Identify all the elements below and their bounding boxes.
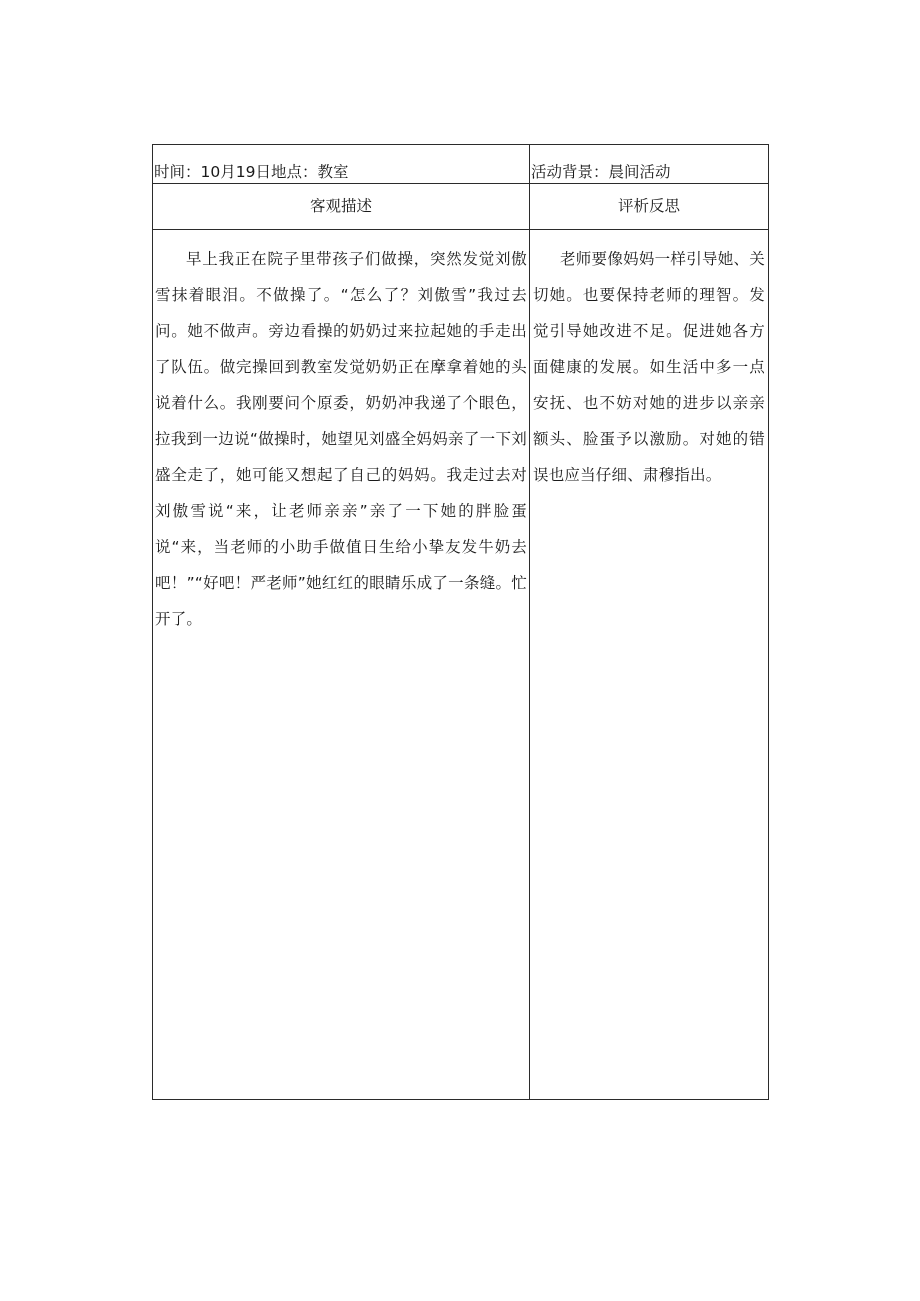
objective-description-text: 早上我正在院子里带孩子们做操，突然发觉刘傲雪抹着眼泪。不做操了。“怎么了？刘傲雪”我过去问。她不做声。旁边看操的奶奶过来拉起她的手走出了队伍。做完操回到教室发觉奶奶正在摩拿着她的头说着什么。我刚要问个原委，奶奶冲我递了个眼色，拉我到一边说“做操时，她望见刘盛全妈妈亲了一下刘盛全走了，她可能又想起了自己的妈妈。我走过去对刘傲雪说“来，让老师亲亲”亲了一下她的胖脸蛋说“来，当老师的小助手做值日生给小挚友发牛奶去吧！”“好吧！严老师”她红红的眼睛乐成了一条缝。忙开了。 xyxy=(155,250,527,628)
content-row xyxy=(153,230,769,1100)
objective-description-header-cell xyxy=(153,184,530,230)
activity-background-cell xyxy=(530,145,769,184)
activity-background-text: 活动背景：晨间活动 xyxy=(531,163,671,181)
evaluation-reflection-cell xyxy=(530,230,769,1100)
objective-description-cell xyxy=(153,230,530,1100)
evaluation-reflection-text: 老师要像妈妈一样引导她、关切她。也要保持老师的理智。发觉引导她改进不足。促进她各方面健康的发展。如生活中多一点安抚、也不妨对她的进步以亲亲额头、脸蛋予以激励。对她的错误也应当仔细、肃穆指出。 xyxy=(533,250,765,484)
evaluation-reflection-header: 评析反思 xyxy=(617,196,680,215)
time-location-cell xyxy=(153,145,530,184)
time-location-text: 时间：10月19日地点：教室 xyxy=(154,163,349,181)
objective-description-header: 客观描述 xyxy=(309,196,372,215)
evaluation-reflection-header-cell xyxy=(530,184,769,230)
observation-record-table xyxy=(152,144,769,1100)
meta-row xyxy=(153,145,769,184)
header-row xyxy=(153,184,769,230)
